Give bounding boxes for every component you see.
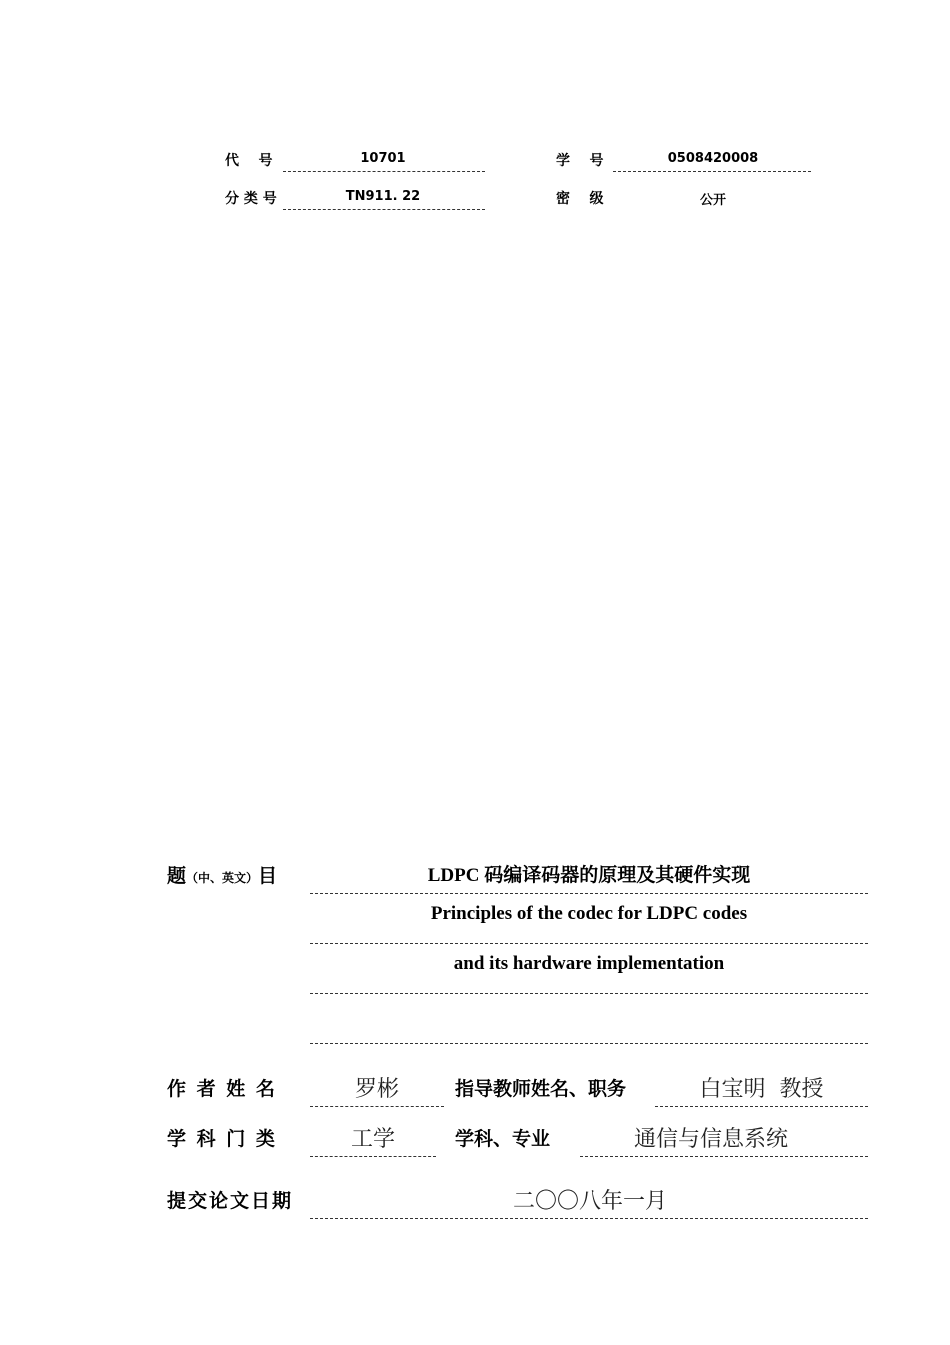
class-underline: [283, 209, 485, 210]
discipline-label: 学 科 门 类: [167, 1128, 277, 1150]
title-underline-3: [310, 993, 868, 994]
author-underline: [310, 1106, 444, 1107]
title-underline-1: [310, 893, 868, 894]
class-label: 分 类 号: [225, 191, 277, 207]
author-value: 罗彬: [354, 1077, 399, 1102]
code-label: 代 号: [225, 153, 273, 169]
code-value: 10701: [360, 151, 406, 166]
major-value: 通信与信息系统: [633, 1127, 788, 1152]
student-id-underline: [613, 171, 811, 172]
date-underline: [310, 1218, 868, 1219]
code-underline: [283, 171, 485, 172]
date-value: 二〇〇八年一月: [512, 1189, 667, 1214]
secret-value: 公开: [699, 193, 726, 208]
class-value: TN911. 22: [345, 189, 421, 204]
title-label-right: 目: [258, 865, 278, 887]
title-underline-2: [310, 943, 868, 944]
author-label: 作 者 姓 名: [167, 1078, 277, 1100]
title-label: [167, 861, 277, 888]
title-label-left: 题: [167, 865, 187, 887]
secret-label: 密 级: [556, 191, 604, 207]
advisor-value: 白宝明 教授: [699, 1077, 824, 1102]
advisor-underline: [655, 1106, 868, 1107]
date-label: 提交论文日期: [167, 1190, 294, 1212]
discipline-underline: [310, 1156, 436, 1157]
title-label-note: （中、英文）: [186, 871, 259, 885]
title-cn: LDPC 码编译码器的原理及其硬件实现: [427, 865, 751, 886]
advisor-label: 指导教师姓名、职务: [455, 1078, 627, 1100]
title-underline-4: [310, 1043, 868, 1044]
title-en-line2: and its hardware implementation: [453, 953, 725, 974]
major-label: 学科、专业: [455, 1128, 551, 1150]
student-id-label: 学 号: [556, 153, 604, 169]
student-id-value: 0508420008: [667, 151, 759, 166]
major-underline: [580, 1156, 868, 1157]
discipline-value: 工学: [350, 1127, 395, 1152]
title-en-line1: Principles of the codec for LDPC codes: [430, 903, 748, 924]
